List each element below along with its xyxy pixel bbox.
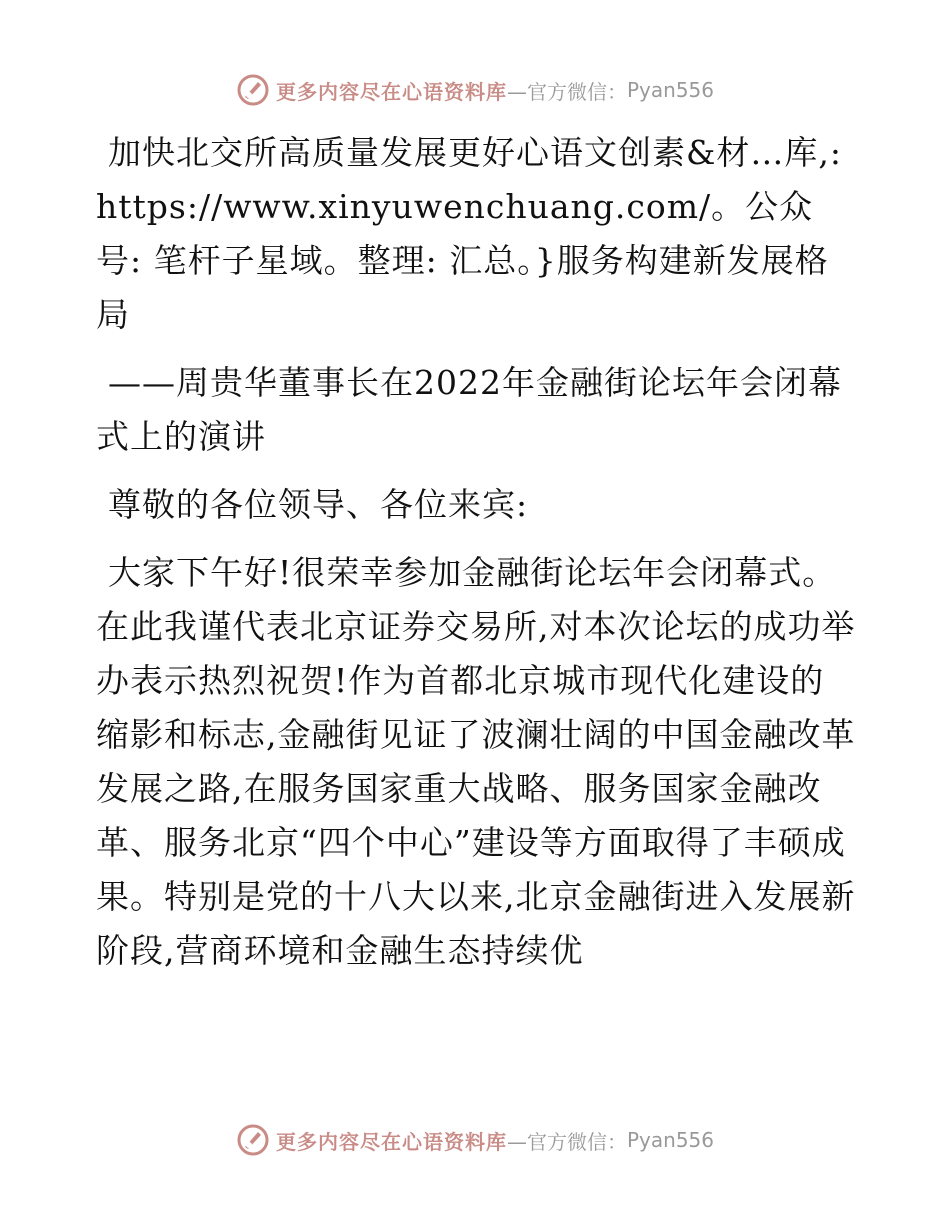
header-watermark (0, 70, 950, 110)
document-title: 加快北交所高质量发展更好心语文创素&材…库,: https://www.xinyuwenchuang.com/。公众号: 笔杆子星域。整理: 汇总。}服务构建新发展格局 (96, 133, 842, 334)
body-paragraph: 大家下午好!很荣幸参加金融街论坛年会闭幕式。在此我谨代表北京证券交易所,对本次论坛的成功举办表示热烈祝贺!作为首都北京城市现代化建设的缩影和标志,金融街见证了波澜壮阔的中国金融改革发展之路,在服务国家重大战略、服务国家金融改革、服务北京“四个中心”建设等方面取得了丰硕成果。特别是党的十八大以来,北京金融街进入发展新阶段,营商环境和金融生态持续优 (96, 553, 856, 970)
watermark-separator: —官方微信： (506, 1129, 627, 1154)
watermark-text: 更多内容尽在心语资料库 (275, 79, 507, 104)
watermark-separator: —官方微信： (506, 79, 627, 104)
watermark-wechat-id: Pyan556 (626, 78, 714, 102)
document-body (96, 126, 856, 992)
quill-seal-icon (236, 73, 270, 107)
salutation: 尊敬的各位领导、各位来宾: (108, 485, 529, 524)
document-subtitle: ——周贵华董事长在2022年金融街论坛年会闭幕式上的演讲 (96, 363, 842, 456)
watermark-wechat-id: Pyan556 (626, 1128, 714, 1152)
quill-seal-icon (236, 1123, 270, 1157)
watermark-text: 更多内容尽在心语资料库 (275, 1129, 507, 1154)
footer-watermark (0, 1120, 950, 1160)
